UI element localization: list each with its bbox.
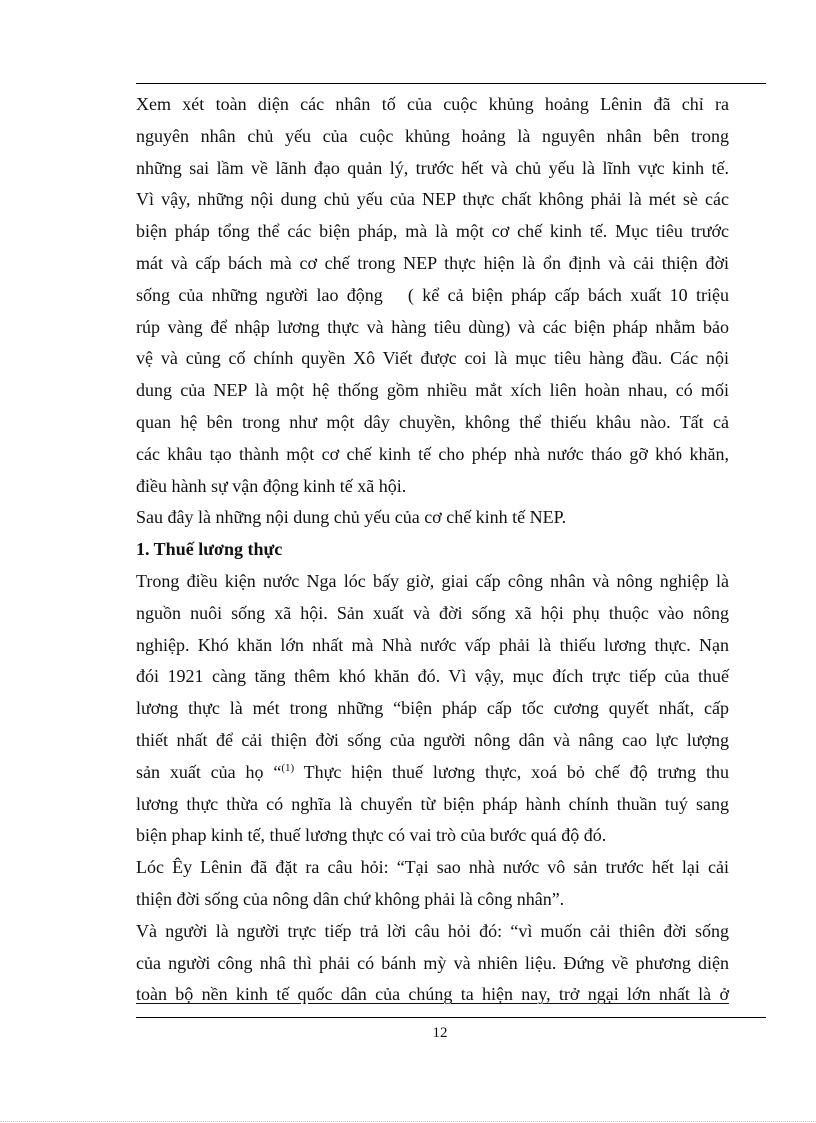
paragraph-food-tax xyxy=(136,566,729,852)
text-line: lương thực thừa có nghĩa là chuyển từ biện pháp hành chính thuần tuý sang xyxy=(136,793,729,814)
text-line: lương thực là mét trong những “biện pháp cấp tốc cương quyết nhất, cấp xyxy=(136,698,729,719)
text-line: quan hệ bên trong như một dây chuyền, không thể thiếu khâu nào. Tất cả xyxy=(136,411,729,432)
text-line: Trong điều kiện nước Nga lóc bấy giờ, giai cấp công nhân và nông nghiệp là xyxy=(136,570,729,591)
header-rule xyxy=(136,83,766,84)
text-segment: Thực hiện thuế lương thực, xoá bỏ chế độ trưng thu xyxy=(294,761,730,782)
text-line: nguồn nuôi sống xã hội. Sản xuất và đời sống xã hội phụ thuộc vào nông xyxy=(136,602,729,623)
text-segment: sản xuất của họ “ xyxy=(136,761,282,782)
text-line: điều hành sự vận động kinh tế xã hội. xyxy=(136,475,407,496)
text-line: Sau đây là những nội dung chủ yếu của cơ chế kinh tế NEP. xyxy=(136,507,567,528)
text-line: đói 1921 càng tăng thêm khó khăn đó. Vì vậy, mục đích trực tiếp của thuế xyxy=(136,666,729,687)
footer-rule xyxy=(136,1017,766,1018)
footnote-reference[interactable]: (1) xyxy=(281,761,295,774)
paragraph-intro-nep xyxy=(136,502,729,534)
text-line: biện phap kinh tế, thuế lương thực có vai trò của bước quá độ đó. xyxy=(136,825,607,846)
text-line: vệ và củng cố chính quyền Xô Viết được coi là mục tiêu hàng đầu. Các nội xyxy=(136,348,729,369)
text-line: rúp vàng để nhập lương thực và hàng tiêu dùng) và các biện pháp nhằm bảo xyxy=(136,316,729,337)
text-line: Lóc Êy Lênin đã đặt ra câu hỏi: “Tại sao nhà nước vô sản trước hết lại cải xyxy=(136,857,729,878)
text-line: của người công nhâ thì phải có bánh mỳ và nhiên liệu. Đứng về phương diện xyxy=(136,952,729,973)
paragraph-crisis-causes xyxy=(136,89,729,502)
page-edge-divider xyxy=(0,1121,816,1122)
text-line: nguyên nhân chủ yếu của cuộc khủng hoảng là nguyên nhân bên trong xyxy=(136,125,729,146)
text-line: Và người là người trực tiếp trả lời câu hỏi đó: “vì muốn cải thiên đời sống xyxy=(136,920,729,941)
page-number: 12 xyxy=(432,1025,448,1041)
text-line: những sai lầm về lãnh đạo quản lý, trước hết và chủ yếu là lĩnh vực kinh tế. xyxy=(136,157,729,178)
text-line: Vì vậy, những nội dung chủ yếu của NEP thực chất không phải là mét sè các xyxy=(136,189,729,210)
text-line: dung của NEP là một hệ thống gồm nhiều mắt xích liên hoàn nhau, có mối xyxy=(136,380,729,401)
text-line: toàn bộ nền kinh tế quốc dân của chúng ta hiện nay, trở ngại lớn nhất là ở xyxy=(136,984,729,1005)
text-line: Xem xét toàn diện các nhân tố của cuộc khủng hoảng Lênin đã chỉ ra xyxy=(136,94,729,114)
paragraph-lenin-question xyxy=(136,852,729,916)
section-heading: 1. Thuế lương thực xyxy=(136,539,283,560)
text-line: sống của những người lao động ( kể cả biện pháp cấp bách xuất 10 triệu xyxy=(136,284,729,305)
text-line: các khâu tạo thành một cơ chế kinh tế cho phép nhà nước tháo gỡ khó khăn, xyxy=(136,443,729,464)
text-line: mát và cấp bách mà cơ chế trong NEP thực hiện là ổn định và cải thiện đời xyxy=(136,252,729,273)
text-line-with-footnote xyxy=(136,757,729,789)
text-line: thiết nhất để cải thiện đời sống của người nông dân và nâng cao lực lượng xyxy=(136,729,729,750)
text-line: nghiệp. Khó khăn lớn nhất mà Nhà nước vấp phải là thiếu lương thực. Nạn xyxy=(136,634,729,655)
document-body xyxy=(136,89,729,1011)
text-line: thiện đời sống của nông dân chứ không phải là công nhân”. xyxy=(136,888,565,909)
text-line: biện pháp tổng thể các biện pháp, mà là một cơ chế kinh tế. Mục tiêu trước xyxy=(136,221,729,242)
paragraph-lenin-answer xyxy=(136,916,729,1011)
